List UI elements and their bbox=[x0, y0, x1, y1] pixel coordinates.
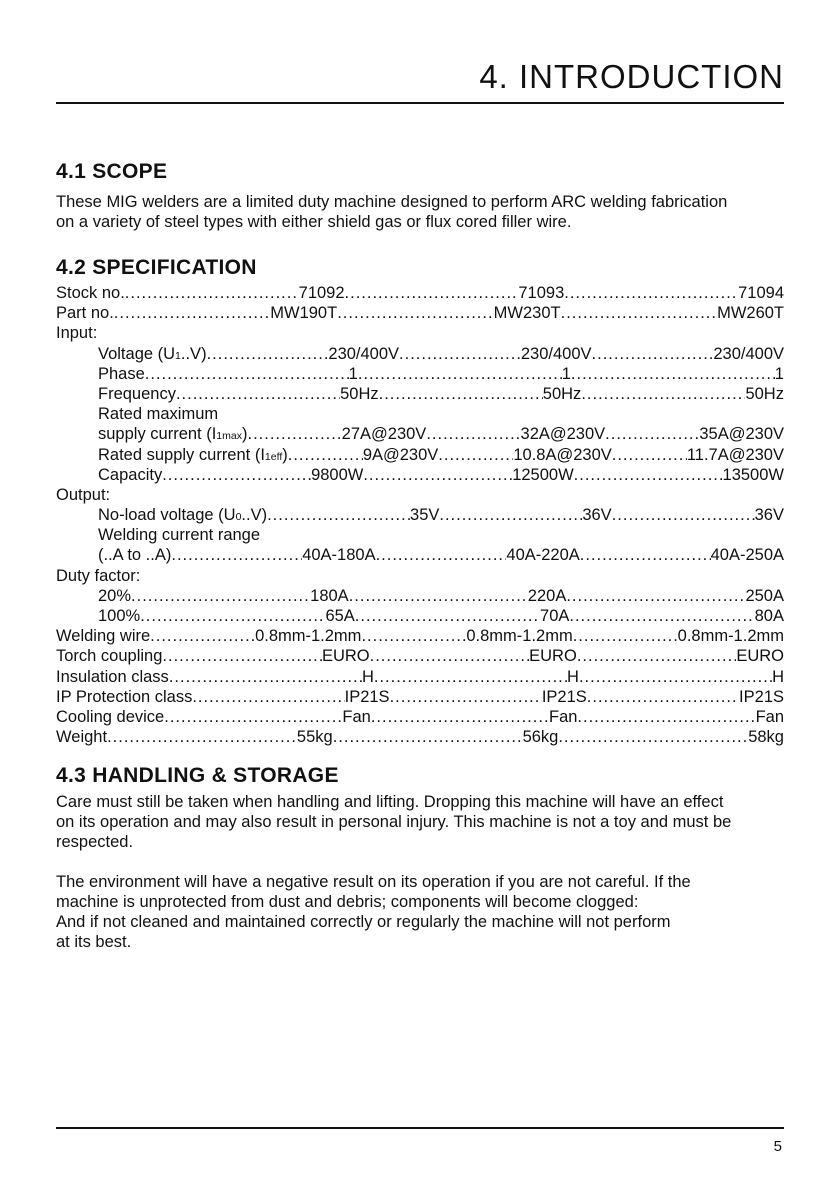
spec-value: 40A-220A bbox=[506, 546, 580, 565]
dot-leader bbox=[288, 445, 363, 465]
spec-label-text: Rated maximum bbox=[98, 405, 219, 424]
dot-leader bbox=[371, 707, 549, 727]
spec-row bbox=[56, 303, 784, 323]
spec-label bbox=[56, 283, 125, 303]
spec-label bbox=[56, 626, 150, 646]
dot-leader bbox=[573, 626, 678, 646]
spec-value: 1 bbox=[348, 364, 358, 383]
dot-leader bbox=[561, 303, 717, 323]
dot-leader bbox=[390, 687, 542, 707]
dot-leader bbox=[131, 586, 310, 606]
dot-leader bbox=[207, 344, 329, 364]
spec-label bbox=[98, 505, 267, 527]
dot-leader bbox=[145, 364, 349, 384]
spec-label-text: Welding wire bbox=[56, 627, 151, 646]
spec-label bbox=[56, 727, 107, 747]
spec-label bbox=[98, 424, 247, 446]
spec-label-subscript: 1eff bbox=[264, 450, 283, 463]
dot-leader bbox=[569, 606, 754, 626]
dot-leader bbox=[574, 465, 723, 485]
specification-table bbox=[56, 283, 784, 747]
spec-value: MW190T bbox=[270, 304, 338, 323]
dot-leader bbox=[164, 707, 342, 727]
spec-label-text: Stock no. bbox=[56, 284, 125, 302]
dot-leader bbox=[564, 283, 738, 303]
dot-leader bbox=[426, 424, 520, 444]
handling-paragraph-2 bbox=[56, 872, 796, 952]
spec-value: 40A-180A bbox=[302, 546, 376, 565]
spec-value: IP21S bbox=[541, 687, 587, 706]
spec-label-text: Input: bbox=[56, 324, 98, 343]
spec-value: 32A@230V bbox=[520, 425, 606, 444]
spec-value: 71092 bbox=[298, 284, 345, 302]
spec-value: IP21S bbox=[344, 687, 390, 706]
handling-line: And if not cleaned and maintained correctly or regularly the machine will not perform bbox=[56, 913, 671, 931]
spec-label-text: 20% bbox=[98, 586, 132, 605]
spec-row bbox=[56, 364, 784, 384]
spec-label bbox=[98, 545, 171, 565]
dot-leader bbox=[612, 445, 687, 465]
spec-value: 36V bbox=[754, 506, 784, 525]
spec-label-subscript: 1max bbox=[216, 430, 242, 443]
spec-row bbox=[56, 727, 784, 747]
spec-row bbox=[56, 606, 784, 626]
spec-value: 80A bbox=[754, 607, 784, 625]
spec-label-text: Insulation class bbox=[56, 667, 169, 686]
dot-leader bbox=[114, 303, 270, 323]
dot-leader bbox=[333, 727, 523, 747]
spec-label-text: Frequency bbox=[98, 384, 176, 403]
handling-line: respected. bbox=[56, 833, 134, 851]
dot-leader bbox=[345, 283, 519, 303]
spec-row bbox=[56, 404, 784, 424]
handling-line: on its operation and may also result in personal injury. This machine is not a toy and must be bbox=[56, 813, 732, 831]
spec-value: 0.8mm-1.2mm bbox=[677, 627, 784, 646]
spec-value: H bbox=[361, 667, 374, 686]
dot-leader bbox=[577, 707, 755, 727]
spec-label-text: No-load voltage (U bbox=[98, 506, 236, 525]
spec-label-text: 100% bbox=[98, 607, 141, 625]
dot-leader bbox=[580, 545, 711, 565]
dot-leader bbox=[337, 303, 493, 323]
dot-leader bbox=[376, 545, 507, 565]
spec-row bbox=[56, 626, 784, 646]
scope-paragraph bbox=[56, 192, 796, 232]
spec-value: 230/400V bbox=[328, 344, 400, 363]
dot-leader bbox=[399, 344, 521, 364]
spec-value: EURO bbox=[736, 647, 785, 666]
handling-line: machine is unprotected from dust and debris; components will become clogged: bbox=[56, 893, 639, 911]
dot-leader bbox=[370, 646, 530, 666]
dot-leader bbox=[379, 384, 543, 404]
spec-row bbox=[56, 687, 784, 707]
dot-leader bbox=[374, 667, 567, 687]
spec-value: 0.8mm-1.2mm bbox=[466, 627, 573, 646]
spec-row bbox=[56, 586, 784, 606]
spec-value: Fan bbox=[548, 707, 578, 726]
spec-value: 50Hz bbox=[542, 384, 582, 403]
spec-value: 230/400V bbox=[713, 344, 785, 363]
spec-value: IP21S bbox=[739, 687, 784, 706]
spec-row bbox=[56, 465, 784, 485]
spec-label-text: Cooling device bbox=[56, 707, 165, 726]
dot-leader bbox=[176, 384, 340, 404]
dot-leader bbox=[140, 606, 325, 626]
spec-label bbox=[56, 707, 164, 727]
dot-leader bbox=[605, 424, 699, 444]
scope-heading: 4.1 SCOPE bbox=[56, 160, 168, 183]
dot-leader bbox=[581, 384, 745, 404]
page-title: 4. INTRODUCTION bbox=[479, 58, 784, 95]
spec-label-text: supply current (I bbox=[98, 425, 217, 444]
spec-value: 0.8mm-1.2mm bbox=[255, 627, 362, 646]
dot-leader bbox=[579, 667, 772, 687]
spec-value: EURO bbox=[529, 647, 577, 666]
spec-row bbox=[56, 384, 784, 404]
spec-value: 71094 bbox=[738, 284, 784, 302]
spec-row bbox=[56, 545, 784, 565]
spec-value: 10.8A@230V bbox=[513, 445, 612, 464]
spec-label bbox=[98, 404, 218, 424]
dot-leader bbox=[169, 667, 362, 687]
spec-value: EURO bbox=[321, 647, 370, 666]
spec-label-text: Duty factor: bbox=[56, 566, 141, 585]
dot-leader bbox=[558, 727, 748, 747]
dot-leader bbox=[247, 424, 341, 444]
handling-line: at its best. bbox=[56, 933, 132, 951]
spec-label bbox=[98, 344, 207, 366]
spec-value: 71093 bbox=[518, 284, 565, 302]
spec-value: 50Hz bbox=[745, 384, 784, 403]
dot-leader bbox=[577, 646, 737, 666]
spec-value: 50Hz bbox=[340, 384, 379, 403]
spec-label-text: IP Protection class bbox=[56, 687, 193, 706]
spec-label bbox=[98, 586, 131, 606]
spec-row bbox=[56, 505, 784, 525]
spec-label-text: ..V) bbox=[241, 506, 268, 525]
spec-row bbox=[56, 283, 784, 303]
spec-value: 1 bbox=[561, 364, 571, 383]
spec-label bbox=[56, 687, 192, 707]
dot-leader bbox=[571, 364, 775, 384]
spec-label-text: Rated supply current (I bbox=[98, 445, 265, 464]
spec-value: 27A@230V bbox=[341, 425, 427, 444]
spec-label-text: Part no. bbox=[56, 304, 114, 323]
spec-row bbox=[56, 344, 784, 364]
dot-leader bbox=[587, 687, 739, 707]
spec-label bbox=[98, 606, 140, 626]
dot-leader bbox=[592, 344, 714, 364]
spec-value: 58kg bbox=[748, 728, 784, 747]
header-divider bbox=[56, 102, 784, 104]
dot-leader bbox=[171, 545, 302, 565]
spec-row bbox=[56, 485, 784, 505]
footer-divider bbox=[56, 1127, 784, 1129]
spec-value: 13500W bbox=[722, 465, 784, 484]
spec-label bbox=[98, 364, 145, 384]
dot-leader bbox=[150, 626, 255, 646]
spec-value: H bbox=[772, 667, 784, 686]
spec-value: 11.7A@230V bbox=[686, 445, 784, 464]
spec-row bbox=[56, 646, 784, 666]
spec-row bbox=[56, 667, 784, 687]
dot-leader bbox=[363, 465, 512, 485]
spec-label-text: Capacity bbox=[98, 465, 163, 484]
spec-label bbox=[56, 566, 140, 586]
specification-heading: 4.2 SPECIFICATION bbox=[56, 256, 257, 279]
spec-row bbox=[56, 707, 784, 727]
scope-line: These MIG welders are a limited duty machine designed to perform ARC welding fabrication bbox=[56, 193, 728, 211]
spec-label bbox=[56, 646, 162, 666]
spec-row bbox=[56, 424, 784, 444]
spec-label bbox=[98, 384, 176, 404]
dot-leader bbox=[125, 283, 299, 303]
spec-label-text: (..A to ..A) bbox=[98, 546, 172, 565]
spec-label bbox=[98, 525, 260, 545]
dot-leader bbox=[107, 727, 297, 747]
spec-value: MW260T bbox=[717, 304, 785, 323]
spec-label-text: Weight bbox=[56, 728, 108, 747]
spec-value: 230/400V bbox=[520, 344, 592, 363]
spec-label bbox=[56, 485, 110, 505]
dot-leader bbox=[361, 626, 466, 646]
handling-heading: 4.3 HANDLING & STORAGE bbox=[56, 764, 339, 787]
spec-value: 180A bbox=[310, 586, 349, 605]
spec-value: 220A bbox=[527, 586, 567, 605]
spec-label-text: ) bbox=[241, 425, 248, 444]
page-number: 5 bbox=[773, 1138, 782, 1155]
spec-row bbox=[56, 566, 784, 586]
dot-leader bbox=[612, 505, 755, 525]
spec-value: 56kg bbox=[522, 728, 559, 747]
spec-value: 1 bbox=[774, 364, 784, 383]
spec-label-text: ) bbox=[282, 445, 288, 464]
spec-value: 35A@230V bbox=[699, 425, 785, 444]
spec-value: 70A bbox=[540, 607, 570, 625]
spec-value: MW230T bbox=[493, 304, 561, 323]
spec-row bbox=[56, 323, 784, 343]
spec-label-subscript: 1 bbox=[175, 349, 181, 362]
spec-value: Fan bbox=[755, 707, 785, 726]
dot-leader bbox=[439, 505, 582, 525]
spec-value: H bbox=[567, 667, 579, 686]
spec-label bbox=[56, 667, 169, 687]
spec-label bbox=[98, 445, 288, 467]
spec-label bbox=[56, 323, 97, 343]
spec-label-text: Phase bbox=[98, 364, 145, 383]
scope-line: on a variety of steel types with either shield gas or flux cored filler wire. bbox=[56, 213, 572, 231]
spec-value: 65A bbox=[325, 607, 355, 625]
dot-leader bbox=[267, 505, 410, 525]
dot-leader bbox=[192, 687, 344, 707]
dot-leader bbox=[438, 445, 513, 465]
dot-leader bbox=[566, 586, 745, 606]
spec-value: 9A@230V bbox=[362, 445, 439, 464]
handling-line: The environment will have a negative result on its operation if you are not careful. If the bbox=[56, 873, 691, 891]
spec-value: 40A-250A bbox=[710, 546, 785, 565]
spec-value: 9800W bbox=[311, 465, 364, 484]
spec-label bbox=[56, 303, 114, 323]
spec-value: 36V bbox=[582, 506, 612, 525]
spec-value: 55kg bbox=[296, 728, 333, 747]
dot-leader bbox=[355, 606, 540, 626]
spec-label bbox=[98, 465, 162, 485]
spec-label-subscript: 0 bbox=[235, 511, 242, 524]
spec-row bbox=[56, 525, 784, 545]
spec-value: 35V bbox=[410, 506, 440, 525]
spec-value: Fan bbox=[342, 707, 371, 726]
spec-value: 250A bbox=[745, 586, 784, 605]
spec-label-text: Torch coupling bbox=[56, 647, 163, 666]
spec-row bbox=[56, 445, 784, 465]
dot-leader bbox=[358, 364, 562, 384]
spec-label-text: Output: bbox=[56, 485, 111, 504]
spec-value: 12500W bbox=[512, 465, 574, 484]
handling-paragraph-1 bbox=[56, 792, 796, 852]
spec-label-text: Voltage (U bbox=[98, 344, 176, 363]
spec-label-text: ..V) bbox=[180, 344, 207, 363]
handling-line: Care must still be taken when handling and lifting. Dropping this machine will have an effect bbox=[56, 793, 724, 811]
dot-leader bbox=[349, 586, 528, 606]
spec-label-text: Welding current range bbox=[98, 526, 261, 545]
dot-leader bbox=[162, 646, 322, 666]
dot-leader bbox=[162, 465, 311, 485]
